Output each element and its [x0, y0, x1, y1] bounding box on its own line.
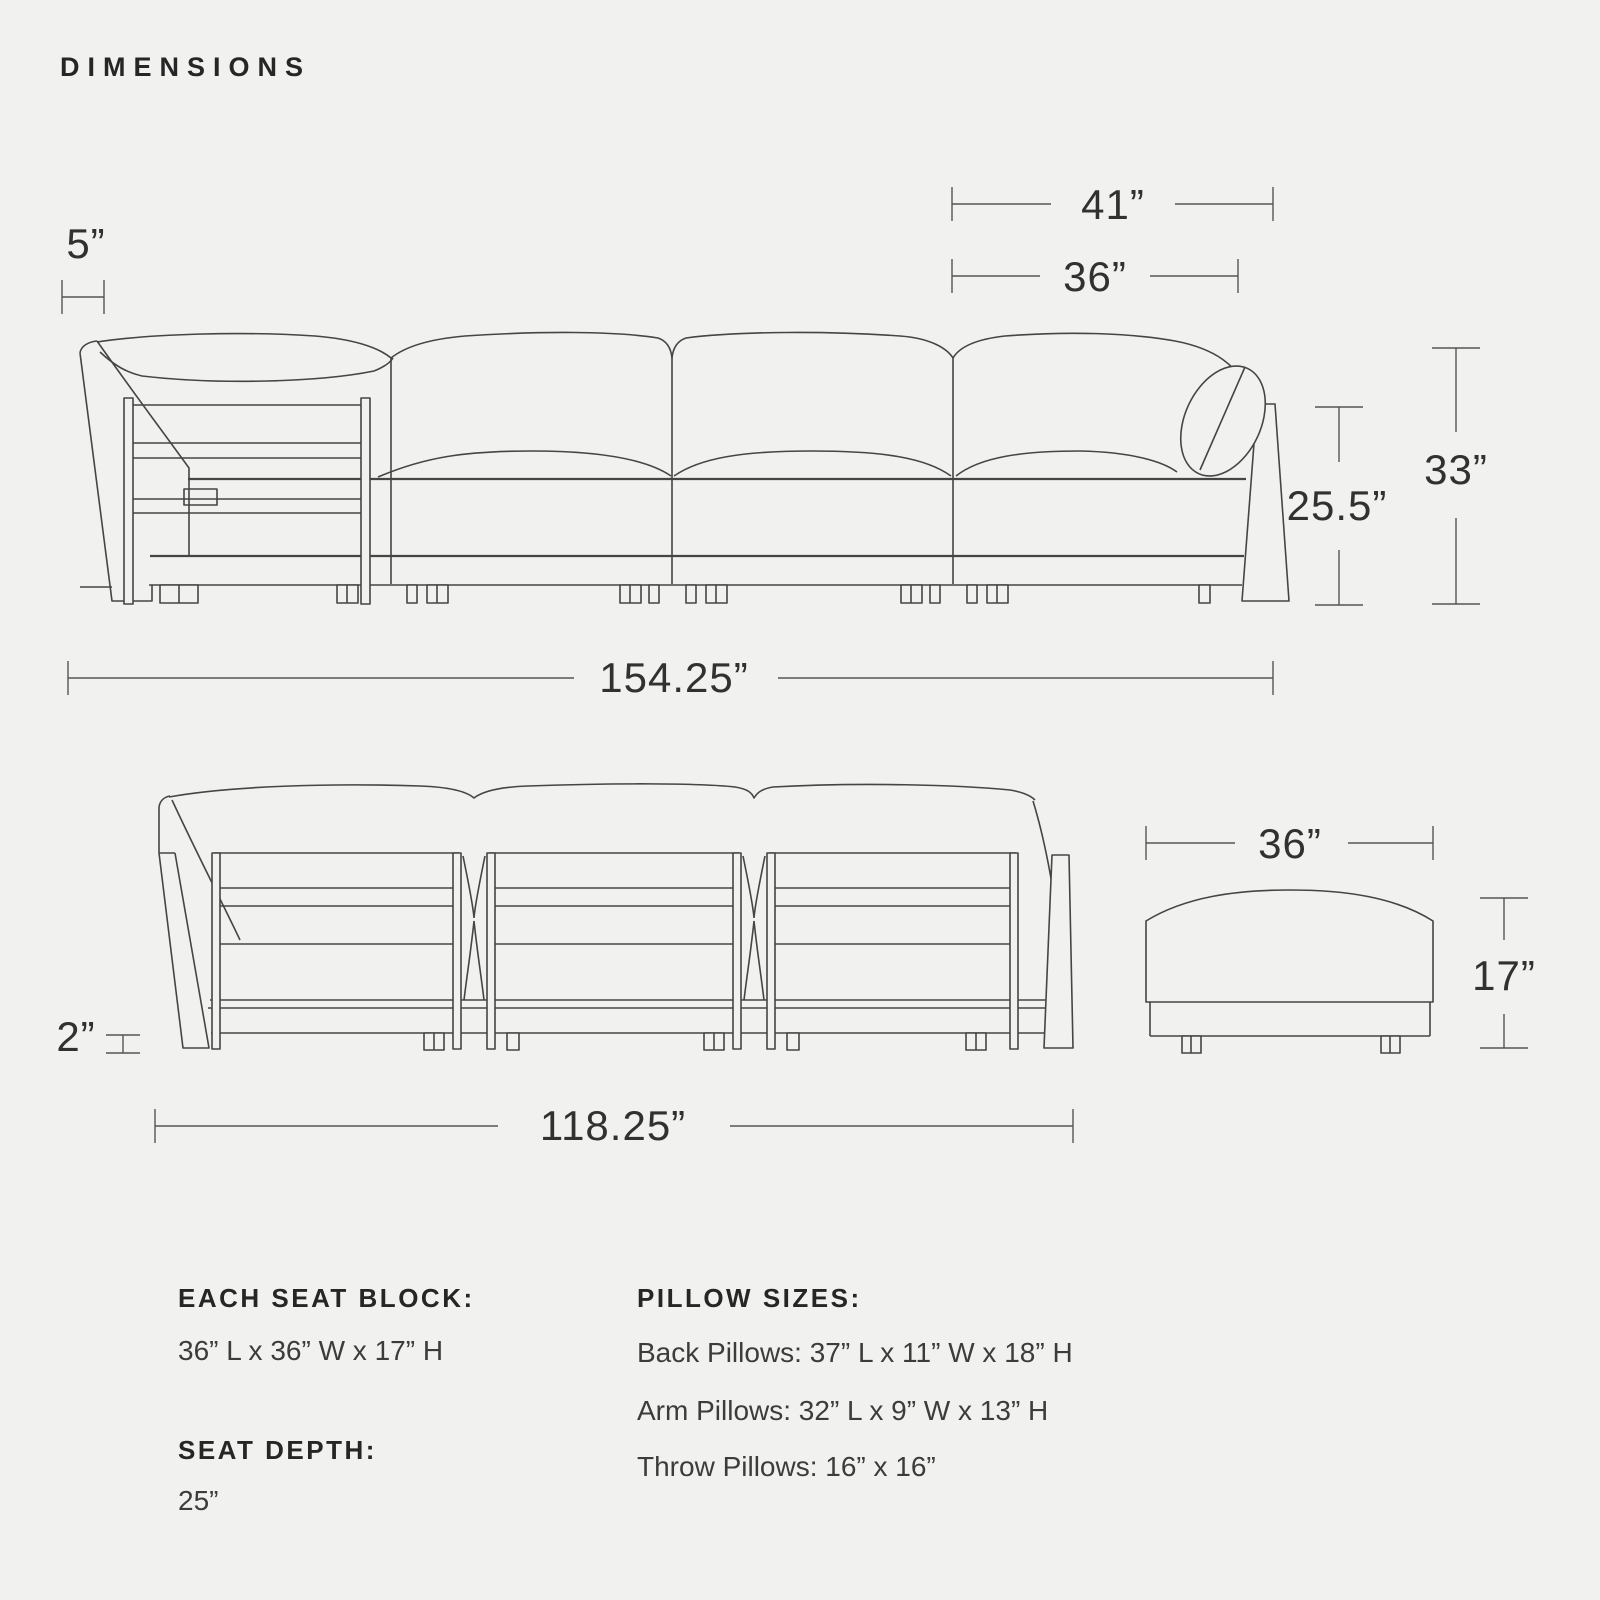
dim-label-ottoman-height: 17” [1472, 952, 1536, 999]
dim-label-arm-width: 5” [66, 220, 106, 267]
back-left-arm [159, 796, 209, 1048]
back-cushion-pinches [463, 856, 765, 1000]
dim-label-total-height: 33” [1424, 446, 1488, 493]
dim-label-seat-width: 36” [1063, 253, 1127, 300]
front-module-boundaries [391, 358, 953, 584]
dim-label-back-total-width: 118.25” [539, 1102, 687, 1149]
front-back-cushions-outline [97, 332, 1252, 406]
corner-frame-post-left [124, 398, 133, 604]
dim-label-leg-height: 2” [56, 1013, 96, 1060]
back-frame-posts [212, 853, 1018, 1049]
ottoman-cushion [1146, 890, 1433, 1002]
pillow-size-back: Back Pillows: 37” L x 11” W x 18” H [637, 1337, 1073, 1368]
bolster-pillow [1164, 352, 1282, 489]
back-cushion-folds [172, 800, 1059, 940]
seat-depth-heading: SEAT DEPTH: [178, 1435, 377, 1465]
seat-block-value: 36” L x 36” W x 17” H [178, 1335, 444, 1366]
sectional-back-view-drawing [159, 784, 1073, 1050]
back-frame-rails [214, 853, 1016, 944]
pillow-size-throw: Throw Pillows: 16” x 16” [637, 1451, 936, 1482]
dim-label-seat-plus-arm: 41” [1081, 181, 1145, 228]
back-base-lines [208, 1000, 1048, 1033]
sectional-front-view-drawing [80, 332, 1289, 604]
seat-block-heading: EACH SEAT BLOCK: [178, 1283, 475, 1313]
dim-line-leg-height [106, 1035, 140, 1053]
front-left-arm [80, 341, 189, 601]
corner-back-cushion-line [100, 352, 393, 381]
ottoman-dimension-lines [1146, 826, 1528, 1048]
front-view-legs [160, 585, 1210, 603]
ottoman-legs [1182, 1036, 1400, 1053]
ottoman-drawing [1146, 890, 1433, 1053]
dim-label-ottoman-width: 36” [1258, 820, 1322, 867]
corner-frame-post-right [361, 398, 370, 604]
page-title: DIMENSIONS [60, 52, 312, 82]
dim-label-seat-back-height: 25.5” [1286, 482, 1388, 529]
seat-depth-value: 25” [178, 1485, 219, 1516]
pillow-sizes-heading: PILLOW SIZES: [637, 1283, 862, 1313]
pillow-size-arm: Arm Pillows: 32” L x 9” W x 13” H [637, 1395, 1049, 1426]
dim-label-total-width: 154.25” [599, 654, 749, 701]
back-view-legs [424, 1033, 986, 1050]
front-view-dimension-lines [62, 187, 1480, 695]
back-cushions-outline [169, 784, 1035, 800]
ottoman-base [1150, 1002, 1430, 1036]
dim-line-arm-width [62, 280, 104, 314]
corner-frame-rails [128, 405, 366, 513]
back-right-arm [1044, 855, 1073, 1048]
front-seat-cushion-arcs [378, 451, 1177, 477]
